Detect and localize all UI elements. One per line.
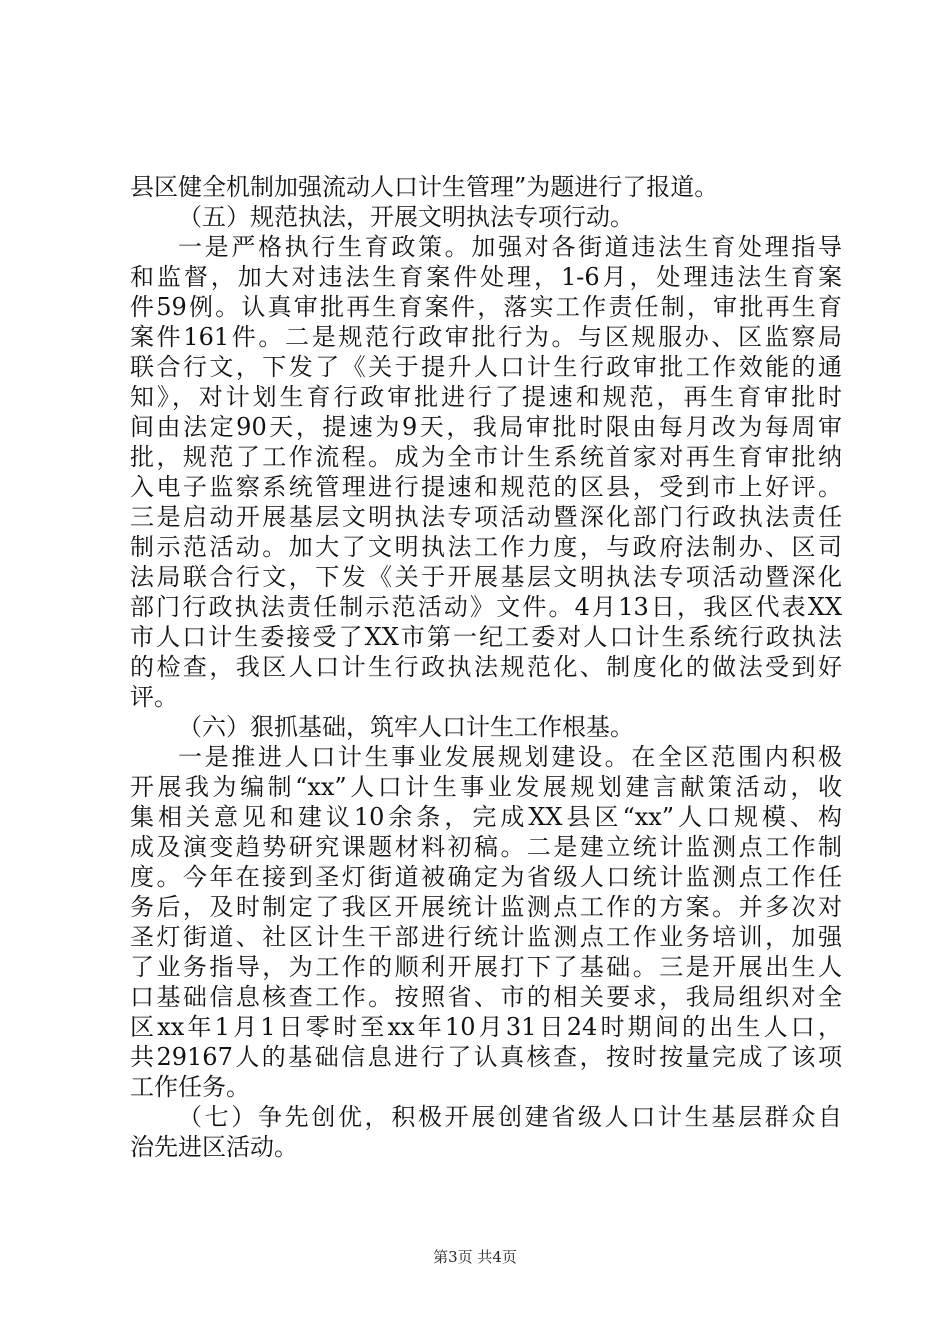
text-line: 一是推进人口计生事业发展规划建设。在全区范围内积极 [178, 743, 842, 771]
text-line: 务后，及时制定了我区开展统计监测点工作的方案。并多次对 [130, 893, 842, 921]
text-line: 一是严格执行生育政策。加强对各街道违法生育处理指导 [178, 233, 842, 261]
section-heading: （五）规范执法，开展文明执法专项行动。 [178, 203, 634, 231]
text-line: 度。今年在接到圣灯街道被确定为省级人口统计监测点工作任 [130, 863, 842, 891]
text-line: 区xx年1月1日零时至xx年10月31日24时期间的出生人口， [130, 1013, 842, 1041]
text-line: 评。 [130, 683, 178, 711]
text-line: 工作任务。 [130, 1073, 250, 1101]
text-line: 县区健全机制加强流动人口计生管理”为题进行了报道。 [130, 173, 719, 201]
text-line: 的检查，我区人口计生行政执法规范化、制度化的做法受到好 [130, 653, 842, 681]
text-line: 市人口计生委接受了XX市第一纪工委对人口计生系统行政执法 [130, 623, 842, 651]
text-line: 口基础信息核查工作。按照省、市的相关要求，我局组织对全 [130, 983, 842, 1011]
text-line: 了业务指导，为工作的顺利开展打下了基础。三是开展出生人 [130, 953, 842, 981]
text-line: 治先进区活动。 [130, 1133, 298, 1161]
text-line: 案件161件。二是规范行政审批行为。与区规服办、区监察局 [130, 323, 842, 351]
text-line: 件59例。认真审批再生育案件，落实工作责任制，审批再生育 [130, 293, 842, 321]
text-line: 间由法定90天，提速为9天，我局审批时限由每月改为每周审 [130, 413, 842, 441]
text-line: 成及演变趋势研究课题材料初稿。二是建立统计监测点工作制 [130, 833, 842, 861]
text-line: 共29167人的基础信息进行了认真核查，按时按量完成了该项 [130, 1043, 842, 1071]
text-line: 入电子监察系统管理进行提速和规范的区县，受到市上好评。 [130, 473, 842, 501]
text-line: 制示范活动。加大了文明执法工作力度，与政府法制办、区司 [130, 533, 842, 561]
text-line: 圣灯街道、社区计生干部进行统计监测点工作业务培训，加强 [130, 923, 842, 951]
text-line: 知》，对计划生育行政审批进行了提速和规范，再生育审批时 [130, 383, 842, 411]
document-body [130, 172, 842, 1162]
page-number-footer: 第3页 共4页 [433, 1248, 517, 1266]
text-line: 三是启动开展基层文明执法专项活动暨深化部门行政执法责任 [130, 503, 842, 531]
section-heading: （七）争先创优，积极开展创建省级人口计生基层群众自 [178, 1103, 842, 1131]
text-line: 集相关意见和建议10余条，完成XX县区“xx”人口规模、构 [130, 803, 842, 831]
text-line: 和监督，加大对违法生育案件处理，1-6月，处理违法生育案 [130, 263, 842, 291]
text-line: 部门行政执法责任制示范活动》文件。4月13日，我区代表XX [130, 593, 842, 621]
text-line: 法局联合行文，下发《关于开展基层文明执法专项活动暨深化 [130, 563, 842, 591]
text-line: 批，规范了工作流程。成为全市计生系统首家对再生育审批纳 [130, 443, 842, 471]
section-heading: （六）狠抓基础，筑牢人口计生工作根基。 [178, 713, 634, 741]
text-line: 开展我为编制“xx”人口计生事业发展规划建言献策活动，收 [130, 773, 842, 801]
text-line: 联合行文，下发了《关于提升人口计生行政审批工作效能的通 [130, 353, 842, 381]
